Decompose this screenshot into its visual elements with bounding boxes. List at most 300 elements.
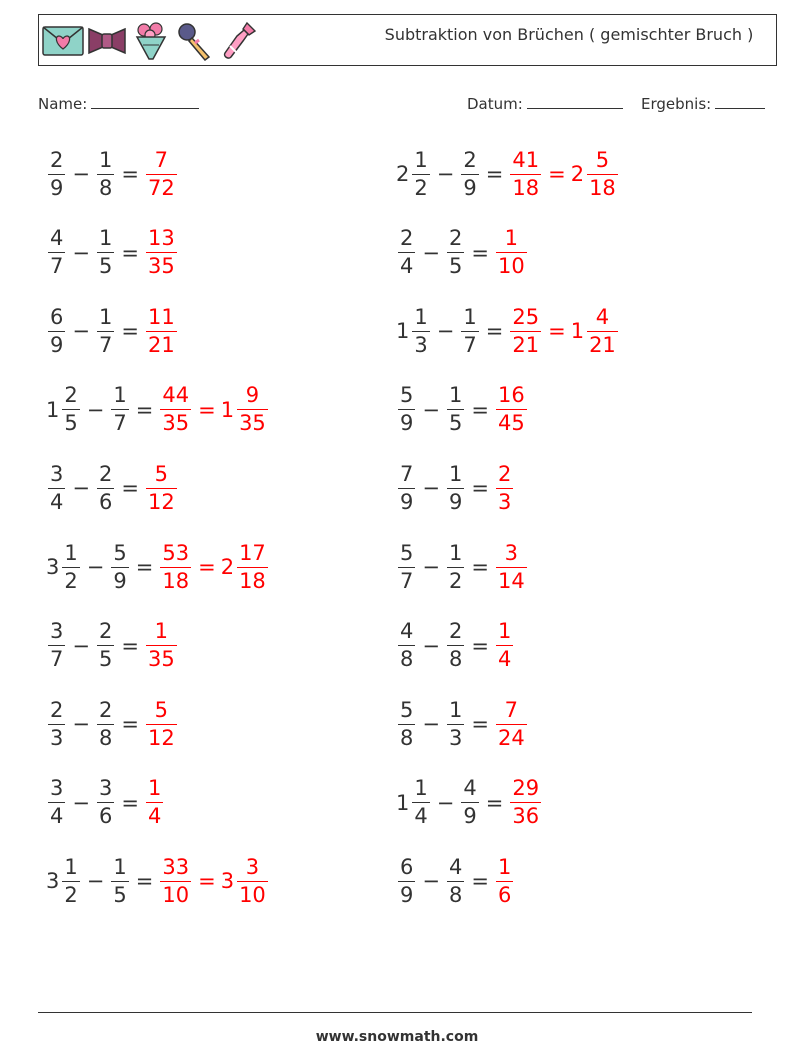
mixed-answer-fraction xyxy=(237,854,268,907)
answer xyxy=(494,697,529,750)
numerator: 7 xyxy=(504,697,519,722)
subtrahend-fraction xyxy=(447,540,464,593)
numerator: 3 xyxy=(50,461,64,486)
minus-sign: − xyxy=(72,162,90,186)
mixed-answer-fraction xyxy=(587,147,618,200)
numerator: 4 xyxy=(50,226,64,251)
minus-sign: − xyxy=(422,869,440,894)
numerator: 1 xyxy=(448,697,463,722)
answer-fraction xyxy=(496,461,513,514)
equals-sign: = xyxy=(198,397,216,422)
denominator: 5 xyxy=(448,411,463,436)
problem-row xyxy=(396,458,515,518)
footer-divider xyxy=(38,1012,752,1013)
denominator: 7 xyxy=(98,332,113,357)
equals-sign: = xyxy=(121,790,139,815)
whole-number: 2 xyxy=(220,555,235,579)
numerator: 13 xyxy=(147,226,175,251)
numerator: 1 xyxy=(448,461,463,486)
equals-sign: = xyxy=(485,790,504,815)
equals-sign: = xyxy=(121,319,139,344)
numerator: 5 xyxy=(400,540,414,565)
answer xyxy=(494,385,529,434)
problem-row xyxy=(46,694,179,754)
answer-fraction xyxy=(146,697,177,750)
minus-sign: − xyxy=(72,476,90,501)
answer-fraction xyxy=(146,304,177,357)
denominator: 10 xyxy=(497,254,525,279)
equals-sign: = xyxy=(121,162,139,186)
problem-row xyxy=(396,223,529,283)
problem-row xyxy=(46,458,179,518)
denominator: 9 xyxy=(400,882,414,907)
answer xyxy=(158,540,269,593)
denominator: 9 xyxy=(448,489,463,514)
denominator: 18 xyxy=(239,568,266,593)
subtrahend-fraction xyxy=(461,778,478,827)
numerator: 11 xyxy=(147,304,175,329)
minuend-fraction xyxy=(48,228,65,277)
numerator: 2 xyxy=(64,383,78,408)
numerator: 1 xyxy=(64,854,78,879)
denominator: 9 xyxy=(400,411,414,436)
whole-number: 1 xyxy=(220,397,235,422)
numerator: 2 xyxy=(463,147,477,172)
whole-number: 2 xyxy=(570,162,585,186)
result-field xyxy=(641,94,765,113)
equals-sign: = xyxy=(121,476,139,501)
denominator: 2 xyxy=(448,568,463,593)
numerator: 4 xyxy=(463,776,477,801)
answer xyxy=(494,621,515,670)
minuend-fraction xyxy=(62,540,79,593)
denominator: 10 xyxy=(239,882,266,907)
numerator: 2 xyxy=(98,619,113,644)
whole-number: 1 xyxy=(570,319,585,344)
denominator: 2 xyxy=(414,175,428,200)
numerator: 2 xyxy=(448,226,463,251)
minus-sign: − xyxy=(422,555,440,579)
denominator: 6 xyxy=(98,489,113,514)
numerator: 2 xyxy=(400,226,414,251)
answer-fraction xyxy=(146,778,163,827)
answer xyxy=(508,147,619,200)
worksheet-title: Subtraktion von Brüchen ( gemischter Bruch ) xyxy=(384,25,754,44)
denominator: 18 xyxy=(512,175,540,200)
minuend-fraction xyxy=(62,854,79,907)
mixed-answer-fraction xyxy=(587,304,618,357)
minuend-fraction xyxy=(48,778,65,827)
minus-sign: − xyxy=(72,319,90,344)
denominator: 5 xyxy=(98,254,113,279)
denominator: 9 xyxy=(463,175,477,200)
problem-row xyxy=(396,616,515,676)
numerator: 25 xyxy=(512,304,540,329)
denominator: 9 xyxy=(463,804,477,829)
worksheet-header xyxy=(38,14,777,66)
numerator: 1 xyxy=(497,619,512,644)
answer-fraction xyxy=(496,854,513,907)
denominator: 9 xyxy=(113,568,127,593)
numerator: 17 xyxy=(239,540,266,565)
equals-sign: = xyxy=(471,869,489,894)
numerator: 9 xyxy=(245,383,260,408)
denominator: 35 xyxy=(147,647,175,672)
answer-fraction xyxy=(146,228,177,277)
answer-fraction xyxy=(496,621,513,670)
minuend-fraction xyxy=(412,304,429,357)
denominator: 5 xyxy=(113,882,127,907)
minus-sign: − xyxy=(422,397,440,422)
subtrahend-fraction xyxy=(97,778,114,827)
equals-sign: = xyxy=(121,633,139,658)
microphone-icon xyxy=(173,21,217,61)
subtrahend-fraction xyxy=(461,304,478,357)
equals-sign: = xyxy=(135,869,154,894)
numerator: 1 xyxy=(414,304,428,329)
answer xyxy=(144,697,179,750)
minus-sign: − xyxy=(72,240,90,265)
denominator: 6 xyxy=(98,804,113,829)
numerator: 5 xyxy=(595,147,610,172)
answer xyxy=(144,147,179,200)
numerator: 1 xyxy=(113,383,127,408)
denominator: 5 xyxy=(64,411,78,436)
numerator: 1 xyxy=(448,383,463,408)
answer xyxy=(158,385,269,434)
minus-sign: − xyxy=(436,790,455,815)
minuend-fraction xyxy=(48,461,65,514)
denominator: 21 xyxy=(147,332,175,357)
subtrahend-fraction xyxy=(461,147,478,200)
numerator: 29 xyxy=(512,776,540,801)
equals-sign: = xyxy=(471,240,489,265)
denominator: 21 xyxy=(512,332,540,357)
minus-sign: − xyxy=(422,633,440,658)
numerator: 53 xyxy=(162,540,190,565)
minus-sign: − xyxy=(86,869,105,894)
minuend-fraction xyxy=(412,147,429,200)
numerator: 5 xyxy=(154,697,169,722)
numerator: 41 xyxy=(512,147,540,172)
minus-sign: − xyxy=(422,240,440,265)
numerator: 1 xyxy=(147,776,162,801)
numerator: 2 xyxy=(448,619,463,644)
numerator: 1 xyxy=(497,854,512,879)
minuend-fraction xyxy=(48,621,65,670)
mixed-answer-fraction xyxy=(237,540,268,593)
denominator: 5 xyxy=(98,647,113,672)
denominator: 18 xyxy=(162,568,190,593)
problem-row xyxy=(46,223,179,283)
numerator: 2 xyxy=(50,697,64,722)
equals-sign: = xyxy=(471,712,489,737)
answer-fraction xyxy=(510,778,541,827)
denominator: 7 xyxy=(463,332,477,357)
denominator: 4 xyxy=(147,804,162,829)
numerator: 1 xyxy=(64,540,78,565)
whole-number: 3 xyxy=(46,555,60,579)
numerator: 1 xyxy=(98,304,113,329)
denominator: 8 xyxy=(98,725,113,750)
minuend-fraction xyxy=(62,385,79,434)
subtrahend-fraction xyxy=(111,385,128,434)
equals-sign: = xyxy=(471,633,489,658)
denominator: 35 xyxy=(239,411,266,436)
answer-fraction xyxy=(160,540,191,593)
subtrahend-fraction xyxy=(111,540,128,593)
minus-sign: − xyxy=(436,162,455,186)
subtrahend-fraction xyxy=(97,147,114,200)
numerator: 3 xyxy=(98,776,113,801)
numerator: 2 xyxy=(497,461,512,486)
result-blank xyxy=(715,94,765,109)
problem-row xyxy=(46,380,270,440)
subtrahend-fraction xyxy=(97,228,114,277)
denominator: 10 xyxy=(162,882,190,907)
numerator: 2 xyxy=(98,697,113,722)
equals-sign: = xyxy=(121,240,139,265)
minuend-fraction xyxy=(398,228,415,277)
numerator: 1 xyxy=(463,304,477,329)
equals-sign: = xyxy=(485,319,504,344)
answer xyxy=(508,778,543,827)
minuend-fraction xyxy=(398,385,415,434)
numerator: 1 xyxy=(504,226,519,251)
numerator: 3 xyxy=(245,854,260,879)
numerator: 1 xyxy=(414,147,428,172)
subtrahend-fraction xyxy=(97,621,114,670)
numerator: 5 xyxy=(113,540,127,565)
denominator: 2 xyxy=(64,882,78,907)
equals-sign: = xyxy=(548,162,566,186)
minuend-fraction xyxy=(48,697,65,750)
minus-sign: − xyxy=(72,633,90,658)
denominator: 4 xyxy=(400,254,414,279)
denominator: 3 xyxy=(448,725,463,750)
problem-row xyxy=(46,537,270,597)
minuend-fraction xyxy=(398,854,415,907)
minuend-fraction xyxy=(398,461,415,514)
denominator: 7 xyxy=(50,647,64,672)
denominator: 9 xyxy=(50,175,64,200)
problem-row xyxy=(46,301,179,361)
denominator: 5 xyxy=(448,254,463,279)
numerator: 5 xyxy=(154,461,169,486)
problem-row xyxy=(46,851,270,911)
numerator: 7 xyxy=(154,147,169,172)
equals-sign: = xyxy=(135,555,154,579)
answer-fraction xyxy=(146,461,177,514)
answer-fraction xyxy=(146,147,177,200)
problem-row xyxy=(396,144,620,204)
whole-number: 1 xyxy=(396,319,410,344)
denominator: 4 xyxy=(414,804,428,829)
denominator: 35 xyxy=(162,411,190,436)
subtrahend-fraction xyxy=(111,854,128,907)
denominator: 4 xyxy=(50,489,64,514)
minuend-fraction xyxy=(398,540,415,593)
minus-sign: − xyxy=(72,790,90,815)
equals-sign: = xyxy=(485,162,504,186)
subtrahend-fraction xyxy=(97,461,114,514)
equals-sign: = xyxy=(198,869,216,894)
denominator: 24 xyxy=(497,725,525,750)
denominator: 12 xyxy=(147,489,175,514)
numerator: 3 xyxy=(50,776,64,801)
numerator: 1 xyxy=(98,147,113,172)
equals-sign: = xyxy=(121,712,139,737)
numerator: 6 xyxy=(400,854,414,879)
numerator: 4 xyxy=(595,304,610,329)
answer xyxy=(144,461,179,514)
minus-sign: − xyxy=(86,555,105,579)
numerator: 1 xyxy=(448,540,463,565)
whole-number: 1 xyxy=(46,397,60,422)
problem-row xyxy=(46,616,179,676)
answer-fraction xyxy=(146,621,177,670)
answer-fraction xyxy=(496,228,527,277)
answer-fraction xyxy=(510,147,541,200)
denominator: 3 xyxy=(414,332,428,357)
numerator: 6 xyxy=(50,304,64,329)
name-label: Name: xyxy=(38,95,88,113)
answer-fraction xyxy=(496,385,527,434)
subtrahend-fraction xyxy=(97,697,114,750)
answer xyxy=(494,228,529,277)
numerator: 2 xyxy=(98,461,113,486)
denominator: 8 xyxy=(98,175,113,200)
equals-sign: = xyxy=(198,555,216,579)
minuend-fraction xyxy=(48,147,65,200)
subtrahend-fraction xyxy=(97,304,114,357)
flower-bouquet-icon xyxy=(129,21,173,61)
answer xyxy=(494,540,529,593)
denominator: 45 xyxy=(497,411,525,436)
denominator: 9 xyxy=(400,489,414,514)
equals-sign: = xyxy=(471,397,489,422)
problem-row xyxy=(396,301,620,361)
subtrahend-fraction xyxy=(447,228,464,277)
love-letter-icon xyxy=(41,21,85,61)
subtrahend-fraction xyxy=(447,461,464,514)
denominator: 12 xyxy=(147,725,175,750)
minus-sign: − xyxy=(86,397,105,422)
whole-number: 3 xyxy=(46,869,60,894)
numerator: 1 xyxy=(154,619,169,644)
numerator: 4 xyxy=(400,619,414,644)
problem-row xyxy=(396,380,529,440)
answer-fraction xyxy=(160,385,191,434)
numerator: 3 xyxy=(50,619,64,644)
numerator: 16 xyxy=(497,383,525,408)
denominator: 3 xyxy=(497,489,512,514)
answer xyxy=(494,854,515,907)
numerator: 33 xyxy=(162,854,190,879)
numerator: 3 xyxy=(504,540,519,565)
date-field xyxy=(467,94,623,113)
denominator: 72 xyxy=(147,175,175,200)
subtrahend-fraction xyxy=(447,854,464,907)
subtrahend-fraction xyxy=(447,621,464,670)
bow-tie-icon xyxy=(85,21,129,61)
denominator: 7 xyxy=(113,411,127,436)
problem-row xyxy=(396,851,515,911)
equals-sign: = xyxy=(135,397,154,422)
date-label: Datum: xyxy=(467,95,523,113)
denominator: 21 xyxy=(589,332,616,357)
denominator: 8 xyxy=(400,647,414,672)
equals-sign: = xyxy=(548,319,566,344)
whole-number: 2 xyxy=(396,162,410,186)
numerator: 5 xyxy=(400,383,414,408)
answer-fraction xyxy=(496,540,527,593)
equals-sign: = xyxy=(471,555,489,579)
numerator: 7 xyxy=(400,461,414,486)
problem-row xyxy=(46,144,179,204)
minus-sign: − xyxy=(422,476,440,501)
denominator: 8 xyxy=(448,647,463,672)
denominator: 7 xyxy=(400,568,414,593)
denominator: 9 xyxy=(50,332,64,357)
name-blank xyxy=(91,94,199,109)
answer xyxy=(144,621,179,670)
answer-fraction xyxy=(160,854,191,907)
denominator: 14 xyxy=(497,568,525,593)
minuend-fraction xyxy=(398,621,415,670)
minuend-fraction xyxy=(48,304,65,357)
answer xyxy=(144,304,179,357)
denominator: 3 xyxy=(50,725,64,750)
result-label: Ergebnis: xyxy=(641,95,712,113)
denominator: 7 xyxy=(50,254,64,279)
denominator: 35 xyxy=(147,254,175,279)
numerator: 4 xyxy=(448,854,463,879)
footer-url: www.snowmath.com xyxy=(315,1029,479,1045)
denominator: 6 xyxy=(497,882,512,907)
denominator: 36 xyxy=(512,804,540,829)
champagne-bottle-icon xyxy=(217,21,261,61)
numerator: 1 xyxy=(113,854,127,879)
answer xyxy=(144,228,179,277)
name-field xyxy=(38,94,199,113)
numerator: 5 xyxy=(400,697,414,722)
problem-row xyxy=(46,773,165,833)
minuend-fraction xyxy=(398,697,415,750)
denominator: 4 xyxy=(497,647,512,672)
date-blank xyxy=(527,94,623,109)
denominator: 18 xyxy=(589,175,616,200)
denominator: 8 xyxy=(400,725,414,750)
answer xyxy=(494,461,515,514)
minus-sign: − xyxy=(422,712,440,737)
answer xyxy=(144,778,165,827)
equals-sign: = xyxy=(471,476,489,501)
problem-row xyxy=(396,773,543,833)
denominator: 2 xyxy=(64,568,78,593)
numerator: 2 xyxy=(50,147,64,172)
numerator: 44 xyxy=(162,383,190,408)
whole-number: 3 xyxy=(220,869,235,894)
mixed-answer-fraction xyxy=(237,385,268,434)
whole-number: 1 xyxy=(396,790,410,815)
numerator: 1 xyxy=(414,776,428,801)
minus-sign: − xyxy=(436,319,455,344)
numerator: 1 xyxy=(98,226,113,251)
answer-fraction xyxy=(496,697,527,750)
answer xyxy=(508,304,619,357)
problem-row xyxy=(396,694,529,754)
